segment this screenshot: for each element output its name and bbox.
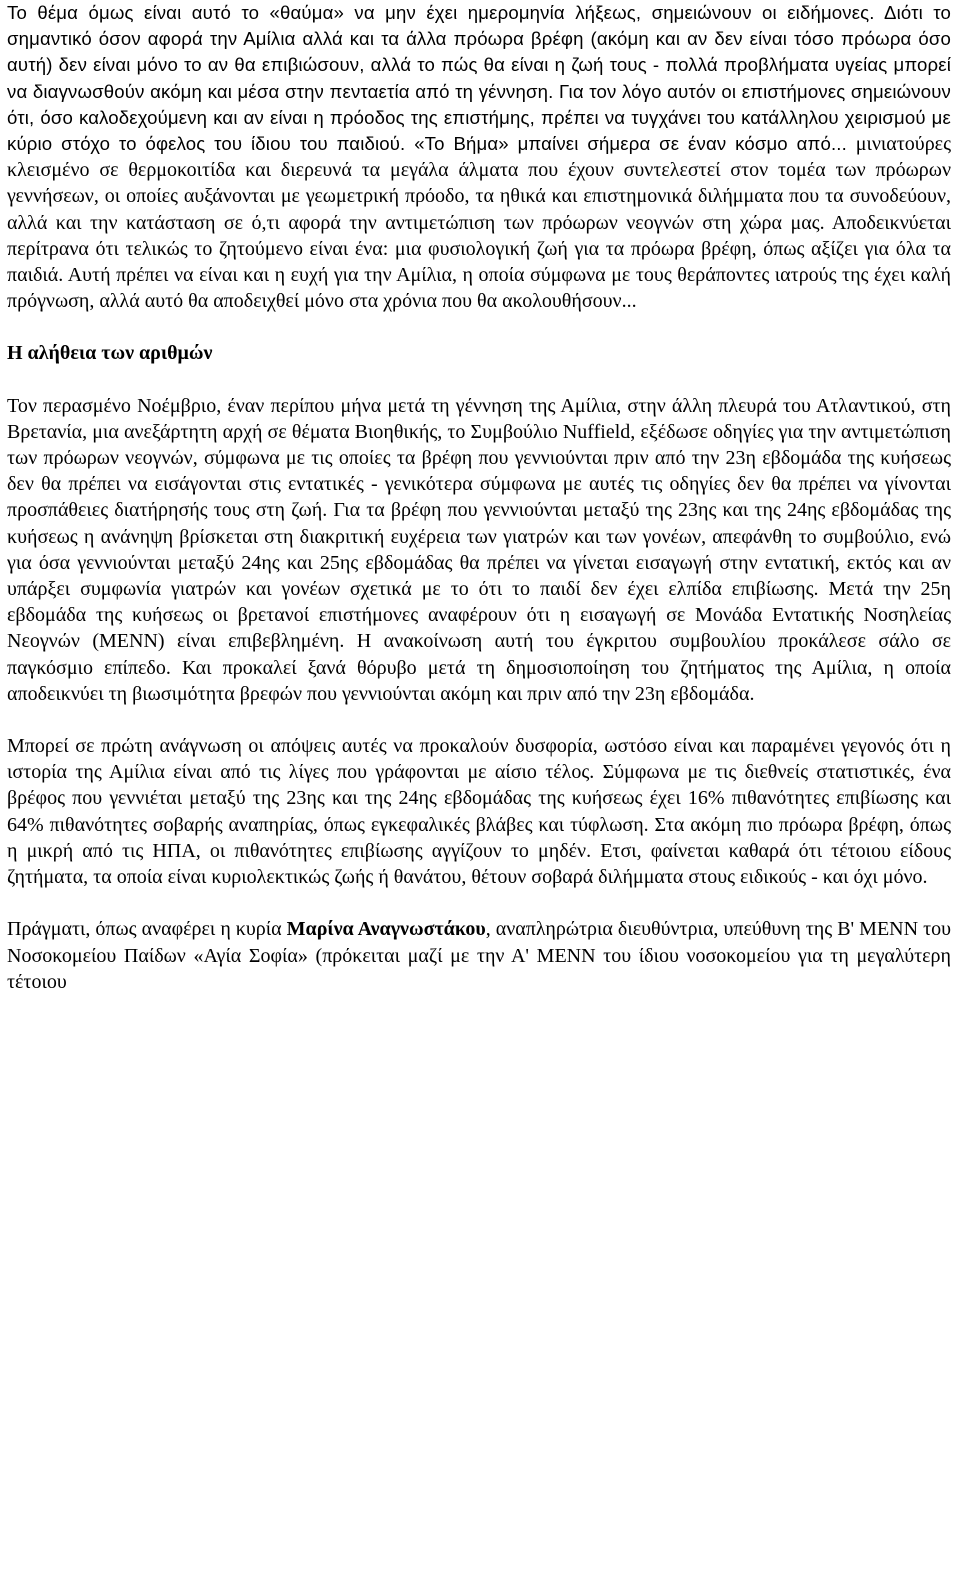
- article-paragraph-4: [7, 916, 951, 995]
- article-paragraph-3: Μπορεί σε πρώτη ανάγνωση οι απόψεις αυτές να προκαλούν δυσφορία, ωστόσο είναι και παραμένει γεγονός ότι η ιστορία της Αμίλια είναι από τις λίγες που γράφονται με αίσιο τέλος. Σύμφωνα με τις διεθνείς στατιστικές, ένα βρέφος που γεννιέται μεταξύ της 23ης και της 24ης εβδομάδας της κυήσεως έχει 16% πιθανότητες επιβίωσης και 64% πιθανότητες σοβαρής αναπηρίας, όπως εγκεφαλικές βλάβες και τύφλωση. Στα ακόμη πιο πρόωρα βρέφη, όπως η μικρή από τις ΗΠΑ, οι πιθανότητες επιβίωσης αγγίζουν το μηδέν. Ετσι, φαίνεται καθαρά ότι τέτοιου είδους ζητήματα, τα οποία είναι κυριολεκτικώς ζωής ή θανάτου, θέτουν σοβαρά διλήμματα στους ειδικούς - και όχι μόνο.: [7, 735, 951, 889]
- interviewee-name: Μαρίνα Αναγνωστάκου: [286, 918, 486, 941]
- article-paragraph-1: [7, 0, 951, 314]
- paragraph-spacer: [7, 707, 951, 733]
- paragraph-1-part-2: Διότι το σημαντικό όσον αφορά την Αμίλια αλλά και τα άλλα πρόωρα βρέφη (ακόμη και αν δεν είναι τόσο πρόωρα όσο αυτή) δεν είναι μόνο το αν θα επιβιώσουν, αλλά το πώς θα είναι η ζωή τους - πολλά προβλήματα υγείας μπορεί να διαγνωσθούν ακόμη και μέσα στην πενταετία από τη γέννηση. Για τον λόγο αυτόν οι επιστήμονες σημειώνουν ότι, όσο καλοδεχούμενη και αν είναι η πρόοδος της επιστήμης, πρέπει να τυγχάνει του κατάλληλου χειρισμού με κύριο στόχο το όφελος του ίδιου του παιδιού. «Το Βήμα» μπαίνει σήμερα σε έναν κόσμο από...: [7, 2, 951, 155]
- article-page: [7, 0, 951, 1593]
- paragraph-4-lead: Πράγματι, όπως αναφέρει η κυρία: [7, 918, 287, 941]
- paragraph-spacer: [7, 367, 951, 393]
- article-paragraph-2: Τον περασμένο Νοέμβριο, έναν περίπου μήνα μετά τη γέννηση της Αμίλια, στην άλλη πλευρά του Ατλαντικού, στη Βρετανία, μια ανεξάρτητη αρχή σε θέματα Βιοηθικής, το Συμβούλιο Nuffield, εξέδωσε οδηγίες για την αντιμετώπιση των πρόωρων νεογνών, σύμφωνα με τις οποίες τα βρέφη που γεννιούνται πριν από την 23η εβδομάδα της κυήσεως δεν θα πρέπει να εισάγονται στις εντατικές - γενικότερα σύμφωνα με αυτές τις οδηγίες δεν θα πρέπει να γίνονται προσπάθειες διατήρησής τους στη ζωή. Για τα βρέφη που γεννιούνται μεταξύ της 23ης και της 24ης εβδομάδας της κυήσεως η ανάνηψη βρίσκεται στη διακριτική ευχέρεια των γιατρών και των γονέων, απεφάνθη το συμβούλιο, ενώ για όσα γεννιούνται μεταξύ 24ης και 25ης εβδομάδας θα πρέπει να γίνεται εισαγωγή στην εντατική, εκτός και αν υπάρξει συμφωνία γιατρών και γονέων σχετικά με το ότι το παιδί δεν έχει ελπίδα επιβίωσης. Μετά την 25η εβδομάδα της κυήσεως οι βρετανοί επιστήμονες αναφέρουν ότι η εισαγωγή σε Μονάδα Εντατικής Νοσηλείας Νεογνών (ΜΕΝΝ) είναι επιβεβλημένη. Η ανακοίνωση αυτή του έγκριτου συμβουλίου προκάλεσε σάλο σε παγκόσμιο επίπεδο. Και προκαλεί ξανά θόρυβο μετά τη δημοσιοποίηση του ζητήματος της Αμίλια, η οποία αποδεικνύει τη βιωσιμότητα βρεφών που γεννιούνται ακόμη και πριν από την 23η εβδομάδα.: [7, 394, 951, 705]
- paragraph-1-part-3: μινιατούρες κλεισμένο σε θερμοκοιτίδα και διερευνά τα μεγάλα άλματα που έχουν συντελεστεί στον τομέα των πρόωρων γεννήσεων, οι οποίες αυξάνονται με γεωμετρική πρόοδο, τα ηθικά και επιστημονικά διλήμματα που τα συνοδεύουν, αλλά και την κατάσταση σε ό,τι αφορά την αντιμετώπιση των πρόωρων νεογνών στη χώρα μας. Αποδεικνύεται περίτρανα ότι τελικώς το ζητούμενο είναι ένα: μια φυσιολογική ζωή για τα πρόωρα βρέφη, όπως αξίζει για όλα τα παιδιά. Αυτή πρέπει να είναι και η ευχή για την Αμίλια, η οποία σύμφωνα με τους θεράποντες ιατρούς της έχει καλή πρόγνωση, αλλά αυτό θα αποδειχθεί μόνο στα χρόνια που θα ακολουθήσουν...: [7, 133, 951, 313]
- paragraph-1-part-1: Το θέμα όμως είναι αυτό το «θαύμα» να μην έχει ημερομηνία λήξεως, σημειώνουν οι ειδήμονες.: [7, 2, 884, 23]
- paragraph-spacer: [7, 890, 951, 916]
- paragraph-4-rest: , αναπληρώτρια διευθύντρια, υπεύθυνη της Β' ΜΕΝΝ του Νοσοκομείου Παίδων «Αγία Σοφία» (πρόκειται μαζί με την Α' ΜΕΝΝ του ίδιου νοσοκομείου για τη μεγαλύτερη τέτοιου: [7, 918, 951, 993]
- section-heading: Η αλήθεια των αριθμών: [7, 342, 213, 365]
- paragraph-spacer: [7, 314, 951, 340]
